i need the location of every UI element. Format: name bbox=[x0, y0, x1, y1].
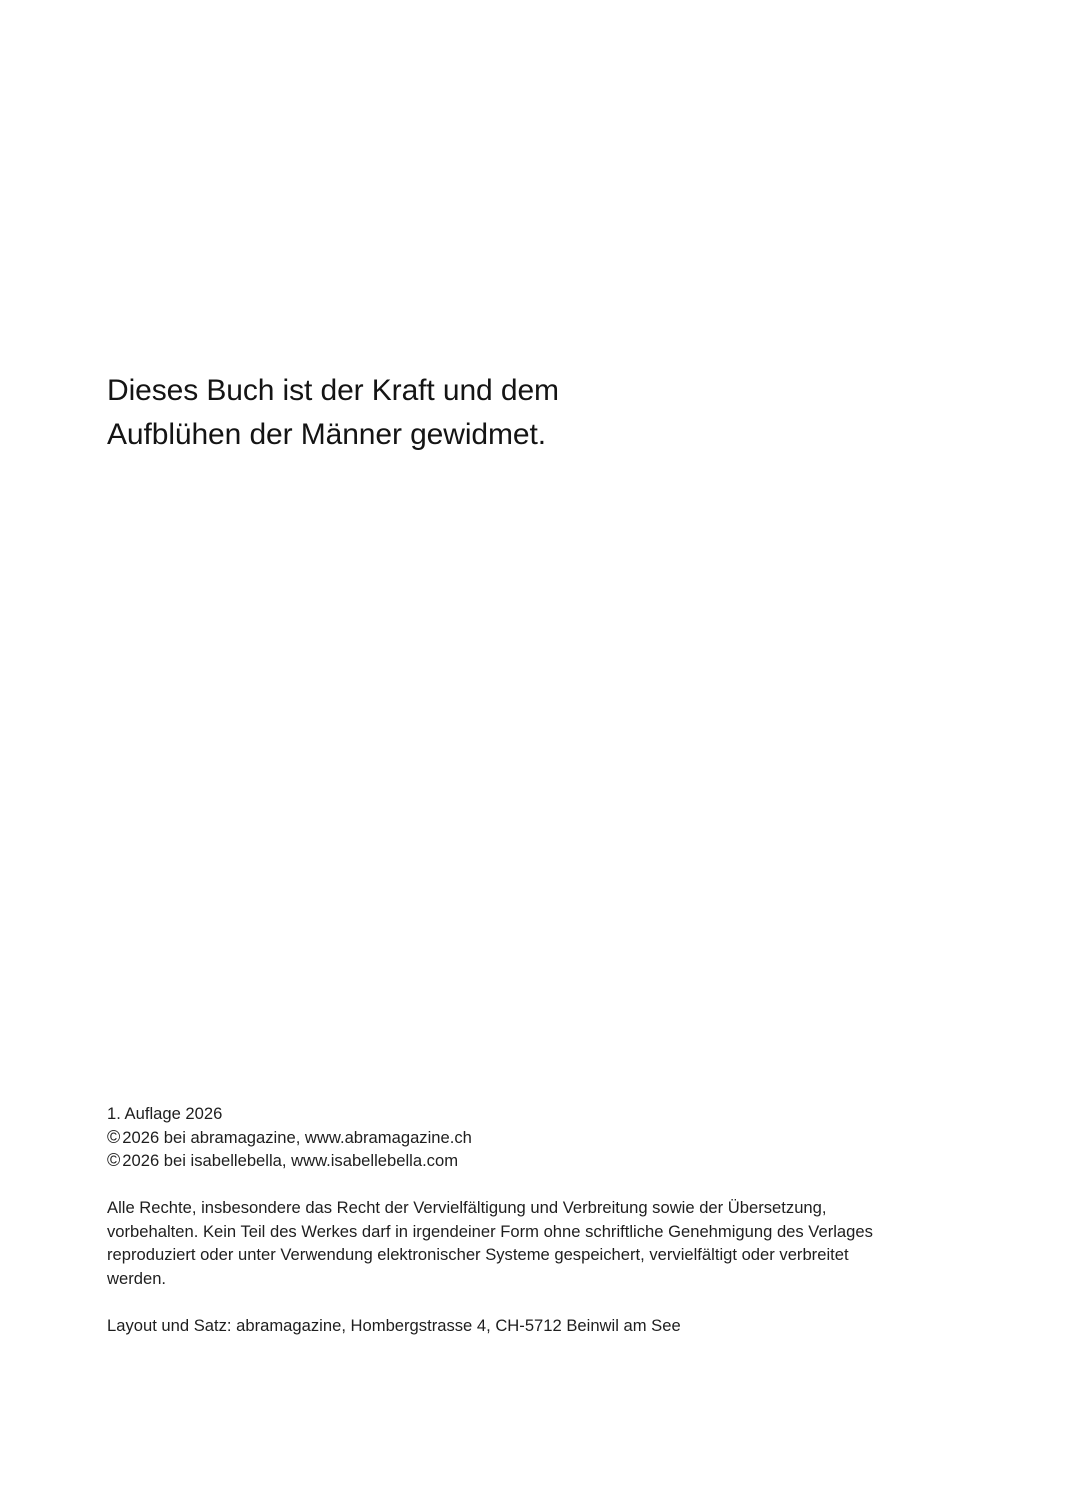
dedication bbox=[107, 369, 707, 457]
copyright-abramagazine bbox=[107, 1126, 987, 1150]
layout-credit: Layout und Satz: abramagazine, Hombergstrasse 4, CH-5712 Beinwil am See bbox=[107, 1315, 681, 1335]
edition: 1. Auflage 2026 bbox=[107, 1104, 223, 1123]
rights-line: werden. bbox=[107, 1268, 167, 1288]
copyright-icon: © bbox=[107, 1126, 121, 1147]
rights-line: Alle Rechte, insbesondere das Recht der Vervielfältigung und Verbreitung sowie der Übersetzung, bbox=[107, 1198, 827, 1217]
copyright-icon: © bbox=[107, 1150, 121, 1170]
dedication-line-1: Dieses Buch ist der Kraft und dem bbox=[107, 374, 559, 407]
rights-line: vorbehalten. Kein Teil des Werkes darf in irgendeiner Form ohne schriftliche Genehmigung des Verlages bbox=[107, 1221, 873, 1241]
copyright-isabellebella bbox=[107, 1149, 987, 1173]
imprint bbox=[107, 1102, 987, 1337]
dedication-line-2: Aufblühen der Männer gewidmet. bbox=[107, 418, 546, 451]
copyright-text: 2026 bei isabellebella, www.isabellebella.com bbox=[122, 1151, 459, 1170]
copyright-text: 2026 bei abramagazine, www.abramagazine.ch bbox=[122, 1127, 472, 1147]
rights-notice bbox=[107, 1196, 987, 1290]
rights-line: reproduziert oder unter Verwendung elektronischer Systeme gespeichert, vervielfältigt oder verbreitet bbox=[107, 1245, 849, 1264]
